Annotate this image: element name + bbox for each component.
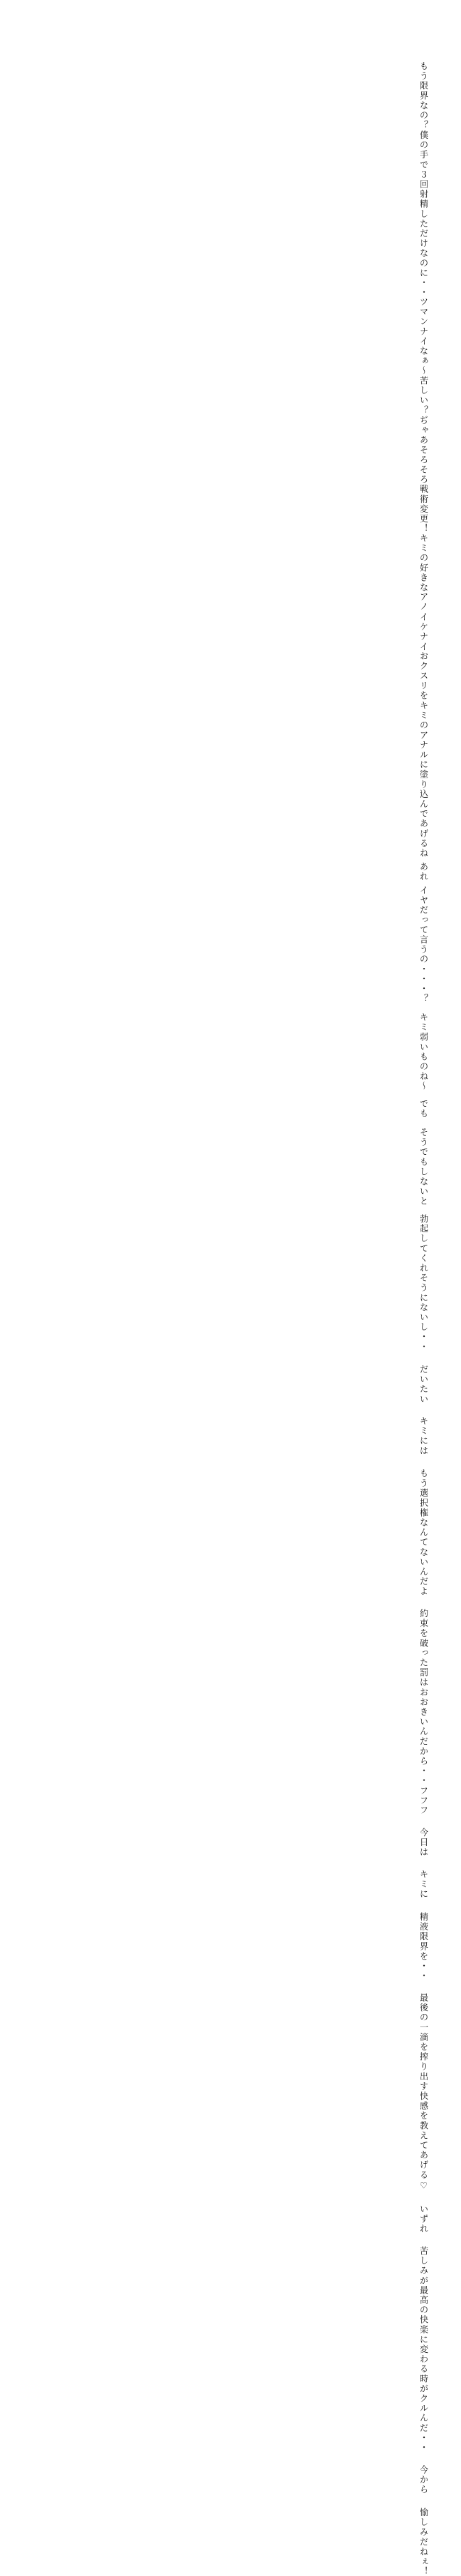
dialogue-line: キミの好きな [418, 533, 429, 593]
dialogue-line: いずれ [418, 2204, 429, 2234]
dialogue-line: アノ [418, 592, 429, 612]
dialogue-line: キミ弱いものね～ [418, 1012, 429, 1091]
dialogue-line: 苦しみが最高の快楽に変わる時がクルんだ・・ [418, 2246, 429, 2453]
dialogue-line: だいたい [418, 1364, 429, 1404]
dialogue-line: でも [418, 1099, 429, 1119]
dialogue-line: キミには [418, 1416, 429, 1456]
vertical-text-block [411, 61, 429, 2576]
dialogue-line: そうでもしないと [418, 1127, 429, 1206]
dialogue-line: おクスリを [418, 651, 429, 701]
dialogue-line: 僕の手で３回射精しただけなのに・・ [418, 130, 429, 298]
dialogue-line: もう選択権なんてないんだよ [418, 1468, 429, 1596]
dialogue-line: 愉しみだねぇ！ [418, 2507, 429, 2576]
dialogue-line: イケナイ [418, 612, 429, 652]
dialogue-line: ぢゃあそろそろ戦術変更！ [418, 415, 429, 533]
dialogue-line: もう限界なの？ [418, 61, 429, 130]
dialogue-line: あれ [418, 862, 429, 882]
dialogue-line: ツマンナイなぁ～ [418, 297, 429, 377]
dialogue-line: イヤだって言うの・・・？ [418, 886, 429, 1004]
dialogue-line: 今日は [418, 1828, 429, 1858]
dialogue-line: キミのアナルに塗り込んであげるね [418, 700, 429, 858]
dialogue-line: 精液限界を・・ [418, 1911, 429, 1981]
dialogue-line: 勃起してくれそうにないし・・ [418, 1214, 429, 1352]
dialogue-line: 約束を破った罰はおおきいんだから・・フフフ [418, 1608, 429, 1816]
dialogue-line: 今から [418, 2465, 429, 2495]
dialogue-line: 苦しい？ [418, 376, 429, 416]
dialogue-line: 最後の一滴を搾り出す快感を教えてあげる♡ [418, 1993, 429, 2192]
dialogue-line: キミに [418, 1870, 429, 1900]
